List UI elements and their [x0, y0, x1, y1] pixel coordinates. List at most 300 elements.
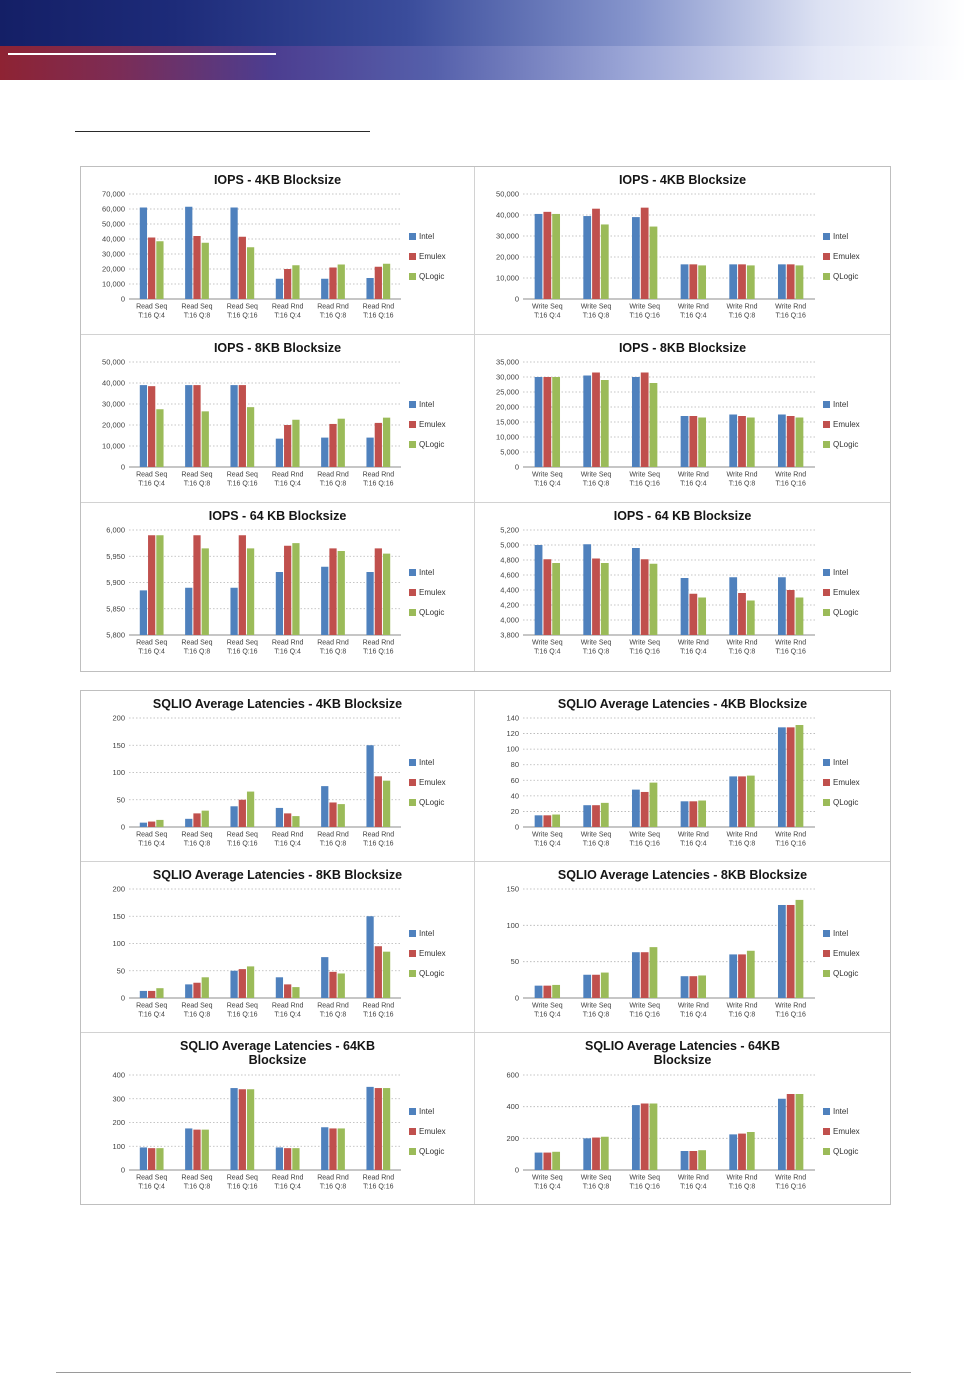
- legend-swatch: [409, 930, 416, 937]
- svg-text:T:16 Q:4: T:16 Q:4: [534, 648, 561, 656]
- legend-label: QLogic: [419, 1147, 445, 1157]
- svg-text:Write Seq: Write Seq: [629, 1174, 660, 1182]
- svg-text:T:16 Q:4: T:16 Q:4: [274, 1011, 301, 1019]
- svg-text:140: 140: [506, 713, 519, 723]
- svg-text:4,400: 4,400: [500, 585, 519, 595]
- svg-text:5,000: 5,000: [500, 447, 519, 457]
- svg-text:5,200: 5,200: [500, 525, 519, 535]
- svg-text:Read Rnd: Read Rnd: [317, 471, 349, 479]
- svg-text:6,000: 6,000: [106, 525, 125, 535]
- svg-text:Read Seq: Read Seq: [136, 303, 168, 311]
- svg-text:0: 0: [514, 462, 519, 472]
- svg-text:Read Seq: Read Seq: [226, 639, 258, 647]
- svg-text:T:16 Q:16: T:16 Q:16: [227, 480, 258, 488]
- svg-text:Write Seq: Write Seq: [580, 1002, 612, 1010]
- legend-label: Emulex: [833, 1127, 860, 1137]
- chart-title: IOPS - 64 KB Blocksize: [208, 509, 347, 523]
- svg-text:T:16 Q:4: T:16 Q:4: [138, 648, 165, 656]
- svg-text:T:16 Q:8: T:16 Q:8: [582, 840, 610, 848]
- svg-text:0: 0: [120, 294, 125, 304]
- legend-swatch: [823, 779, 830, 786]
- svg-text:Read Rnd: Read Rnd: [362, 639, 395, 647]
- chart-plot: [83, 1070, 407, 1194]
- chart-plot: [83, 884, 407, 1022]
- legend-item-qlogic: [409, 1147, 463, 1156]
- svg-text:100: 100: [506, 745, 519, 755]
- svg-text:T:16 Q:16: T:16 Q:16: [363, 312, 394, 320]
- legend-item-qlogic: [823, 969, 877, 978]
- legend-swatch: [409, 233, 416, 240]
- svg-text:T:16 Q:16: T:16 Q:16: [227, 1011, 258, 1019]
- svg-text:30,000: 30,000: [496, 231, 519, 241]
- svg-text:T:16 Q:8: T:16 Q:8: [183, 312, 211, 320]
- svg-text:Write Seq: Write Seq: [532, 471, 563, 479]
- chart-cell: [81, 862, 475, 1033]
- legend-swatch: [823, 970, 830, 977]
- svg-text:T:16 Q:8: T:16 Q:8: [319, 1011, 347, 1019]
- svg-text:60: 60: [510, 776, 519, 786]
- svg-text:T:16 Q:16: T:16 Q:16: [775, 312, 806, 320]
- legend-swatch: [409, 401, 416, 408]
- svg-text:20: 20: [510, 807, 519, 817]
- svg-text:T:16 Q:8: T:16 Q:8: [183, 648, 211, 656]
- chart-plot: [83, 189, 407, 323]
- svg-text:Read Rnd: Read Rnd: [271, 1002, 304, 1010]
- legend-item-intel: [823, 758, 877, 767]
- chart-cell: [475, 335, 890, 503]
- svg-text:T:16 Q:4: T:16 Q:4: [274, 312, 301, 320]
- svg-text:T:16 Q:8: T:16 Q:8: [183, 1183, 211, 1191]
- legend-swatch: [409, 609, 416, 616]
- svg-text:30,000: 30,000: [102, 249, 125, 259]
- legend-label: QLogic: [419, 797, 445, 807]
- legend-swatch: [409, 1148, 416, 1155]
- svg-text:60,000: 60,000: [102, 204, 125, 214]
- svg-text:30,000: 30,000: [102, 399, 125, 409]
- svg-text:Read Seq: Read Seq: [226, 303, 258, 311]
- chart-title: IOPS - 8KB Blocksize: [213, 341, 342, 355]
- svg-text:T:16 Q:8: T:16 Q:8: [728, 480, 756, 488]
- legend-item-emulex: [823, 252, 877, 261]
- legend-label: Intel: [833, 1107, 849, 1117]
- svg-text:Read Rnd: Read Rnd: [271, 303, 304, 311]
- svg-text:150: 150: [112, 741, 125, 751]
- svg-text:4,000: 4,000: [500, 615, 519, 625]
- legend-item-qlogic: [409, 798, 463, 807]
- legend-item-intel: [409, 568, 463, 577]
- legend-label: Intel: [419, 1107, 435, 1117]
- iops-charts-section: [80, 166, 891, 672]
- chart-legend: [407, 232, 463, 281]
- legend-label: QLogic: [833, 797, 859, 807]
- legend-label: Emulex: [833, 587, 860, 597]
- svg-text:T:16 Q:16: T:16 Q:16: [775, 840, 806, 848]
- chart-title: SQLIO Average Latencies - 8KB Blocksize: [557, 868, 808, 882]
- svg-text:T:16 Q:8: T:16 Q:8: [728, 1183, 756, 1191]
- svg-text:Write Seq: Write Seq: [580, 831, 612, 839]
- legend-item-qlogic: [409, 440, 463, 449]
- svg-text:200: 200: [112, 1117, 125, 1127]
- svg-text:T:16 Q:16: T:16 Q:16: [227, 648, 258, 656]
- chart-cell: [475, 862, 890, 1033]
- svg-text:0: 0: [514, 993, 519, 1003]
- legend-swatch: [823, 589, 830, 596]
- legend-item-emulex: [823, 778, 877, 787]
- legend-item-intel: [823, 929, 877, 938]
- svg-text:Write Seq: Write Seq: [580, 1174, 612, 1182]
- chart-legend: [407, 1107, 463, 1156]
- svg-text:Read Seq: Read Seq: [136, 1174, 168, 1182]
- svg-text:30,000: 30,000: [496, 372, 519, 382]
- svg-text:T:16 Q:4: T:16 Q:4: [138, 840, 165, 848]
- svg-text:Read Rnd: Read Rnd: [317, 1174, 349, 1182]
- svg-text:40,000: 40,000: [496, 210, 519, 220]
- legend-swatch: [409, 441, 416, 448]
- legend-item-emulex: [409, 588, 463, 597]
- svg-text:35,000: 35,000: [496, 357, 519, 367]
- legend-swatch: [823, 421, 830, 428]
- legend-swatch: [409, 253, 416, 260]
- svg-text:T:16 Q:8: T:16 Q:8: [319, 840, 347, 848]
- svg-text:T:16 Q:8: T:16 Q:8: [183, 480, 211, 488]
- legend-item-intel: [823, 568, 877, 577]
- svg-text:T:16 Q:4: T:16 Q:4: [138, 312, 165, 320]
- svg-text:T:16 Q:4: T:16 Q:4: [534, 840, 561, 848]
- legend-label: QLogic: [419, 439, 445, 449]
- svg-text:T:16 Q:4: T:16 Q:4: [274, 480, 301, 488]
- svg-text:T:16 Q:8: T:16 Q:8: [728, 648, 756, 656]
- svg-text:200: 200: [506, 1133, 519, 1143]
- svg-text:T:16 Q:4: T:16 Q:4: [138, 480, 165, 488]
- legend-label: Emulex: [833, 948, 860, 958]
- svg-text:T:16 Q:4: T:16 Q:4: [534, 1011, 561, 1019]
- legend-swatch: [409, 779, 416, 786]
- svg-text:T:16 Q:4: T:16 Q:4: [534, 1183, 561, 1191]
- legend-item-emulex: [823, 420, 877, 429]
- svg-text:Read Seq: Read Seq: [181, 303, 213, 311]
- svg-text:Write Rnd: Write Rnd: [726, 1174, 758, 1182]
- svg-text:50,000: 50,000: [102, 219, 125, 229]
- svg-text:Write Seq: Write Seq: [580, 639, 612, 647]
- svg-text:Write Rnd: Write Rnd: [775, 831, 807, 839]
- svg-text:Read Rnd: Read Rnd: [362, 471, 395, 479]
- chart-cell: [81, 167, 475, 335]
- svg-text:Write Rnd: Write Rnd: [677, 1002, 709, 1010]
- chart-plot: [477, 357, 821, 491]
- svg-text:20,000: 20,000: [496, 402, 519, 412]
- legend-label: QLogic: [419, 607, 445, 617]
- svg-text:50,000: 50,000: [496, 189, 519, 199]
- svg-text:T:16 Q:16: T:16 Q:16: [363, 1183, 394, 1191]
- legend-swatch: [409, 950, 416, 957]
- svg-text:0: 0: [120, 462, 125, 472]
- svg-text:Write Seq: Write Seq: [580, 471, 612, 479]
- legend-item-qlogic: [823, 608, 877, 617]
- chart-title: IOPS - 8KB Blocksize: [618, 341, 747, 355]
- svg-text:15,000: 15,000: [496, 417, 519, 427]
- legend-item-emulex: [409, 420, 463, 429]
- legend-item-emulex: [823, 588, 877, 597]
- legend-item-intel: [823, 1107, 877, 1116]
- chart-title: SQLIO Average Latencies - 64KB Blocksize: [180, 1039, 375, 1068]
- svg-text:T:16 Q:8: T:16 Q:8: [582, 480, 610, 488]
- svg-text:70,000: 70,000: [102, 189, 125, 199]
- svg-text:Write Rnd: Write Rnd: [677, 831, 709, 839]
- legend-swatch: [823, 1108, 830, 1115]
- svg-text:Write Rnd: Write Rnd: [775, 1002, 807, 1010]
- chart-plot: [83, 525, 407, 659]
- legend-label: Intel: [833, 231, 849, 241]
- legend-label: QLogic: [833, 271, 859, 281]
- legend-swatch: [823, 759, 830, 766]
- svg-text:100: 100: [112, 768, 125, 778]
- svg-text:Read Seq: Read Seq: [136, 639, 168, 647]
- chart-cell: [475, 1033, 890, 1204]
- svg-text:Read Seq: Read Seq: [181, 831, 213, 839]
- legend-label: Emulex: [419, 948, 446, 958]
- chart-plot: [477, 189, 821, 323]
- legend-item-emulex: [409, 1127, 463, 1136]
- chart-plot: [477, 1070, 821, 1194]
- chart-plot: [477, 525, 821, 659]
- svg-text:Write Seq: Write Seq: [629, 1002, 660, 1010]
- svg-text:Read Rnd: Read Rnd: [362, 303, 395, 311]
- svg-text:40: 40: [510, 791, 519, 801]
- svg-text:T:16 Q:4: T:16 Q:4: [680, 1011, 707, 1019]
- svg-text:T:16 Q:8: T:16 Q:8: [319, 1183, 347, 1191]
- chart-title: IOPS - 4KB Blocksize: [213, 173, 342, 187]
- svg-text:T:16 Q:4: T:16 Q:4: [274, 648, 301, 656]
- svg-text:T:16 Q:16: T:16 Q:16: [227, 1183, 258, 1191]
- chart-cell: [475, 691, 890, 862]
- legend-item-qlogic: [409, 969, 463, 978]
- legend-swatch: [409, 1128, 416, 1135]
- svg-text:Write Rnd: Write Rnd: [677, 303, 709, 311]
- svg-text:T:16 Q:8: T:16 Q:8: [319, 480, 347, 488]
- chart-legend: [407, 568, 463, 617]
- chart-plot: [477, 713, 821, 851]
- svg-text:Write Seq: Write Seq: [532, 1174, 563, 1182]
- svg-text:Write Rnd: Write Rnd: [726, 1002, 758, 1010]
- svg-text:25,000: 25,000: [496, 387, 519, 397]
- chart-legend: [407, 929, 463, 978]
- svg-text:Read Seq: Read Seq: [226, 1174, 258, 1182]
- legend-label: Intel: [833, 567, 849, 577]
- chart-title: IOPS - 64 KB Blocksize: [613, 509, 752, 523]
- legend-label: Intel: [419, 399, 435, 409]
- legend-label: Intel: [419, 567, 435, 577]
- svg-text:Read Rnd: Read Rnd: [362, 831, 395, 839]
- legend-swatch: [823, 950, 830, 957]
- svg-text:0: 0: [120, 993, 125, 1003]
- svg-text:Read Seq: Read Seq: [226, 471, 258, 479]
- svg-text:0: 0: [514, 294, 519, 304]
- legend-swatch: [823, 609, 830, 616]
- header-red-blue-band: [0, 46, 966, 80]
- svg-text:Read Rnd: Read Rnd: [271, 831, 304, 839]
- legend-swatch: [409, 970, 416, 977]
- svg-text:Read Seq: Read Seq: [181, 639, 213, 647]
- svg-text:300: 300: [112, 1094, 125, 1103]
- legend-item-intel: [409, 400, 463, 409]
- svg-text:T:16 Q:8: T:16 Q:8: [728, 312, 756, 320]
- legend-label: Intel: [833, 399, 849, 409]
- chart-title: SQLIO Average Latencies - 4KB Blocksize: [152, 697, 403, 711]
- svg-text:T:16 Q:8: T:16 Q:8: [582, 648, 610, 656]
- svg-text:Write Rnd: Write Rnd: [775, 471, 807, 479]
- svg-text:Write Seq: Write Seq: [629, 639, 660, 647]
- legend-label: QLogic: [833, 1147, 859, 1157]
- svg-text:5,950: 5,950: [106, 552, 125, 562]
- legend-item-qlogic: [409, 608, 463, 617]
- legend-label: Intel: [833, 928, 849, 938]
- svg-text:0: 0: [514, 822, 519, 832]
- svg-text:T:16 Q:16: T:16 Q:16: [227, 312, 258, 320]
- svg-text:Write Rnd: Write Rnd: [726, 831, 758, 839]
- svg-text:Write Seq: Write Seq: [532, 1002, 563, 1010]
- legend-item-intel: [409, 232, 463, 241]
- legend-label: Intel: [833, 757, 849, 767]
- svg-text:T:16 Q:4: T:16 Q:4: [534, 312, 561, 320]
- svg-text:Read Seq: Read Seq: [181, 471, 213, 479]
- svg-text:Write Seq: Write Seq: [580, 303, 612, 311]
- legend-swatch: [823, 1148, 830, 1155]
- legend-item-emulex: [409, 949, 463, 958]
- svg-text:T:16 Q:8: T:16 Q:8: [582, 312, 610, 320]
- svg-text:T:16 Q:16: T:16 Q:16: [363, 840, 394, 848]
- svg-text:Write Seq: Write Seq: [629, 303, 660, 311]
- svg-text:T:16 Q:16: T:16 Q:16: [363, 480, 394, 488]
- legend-swatch: [823, 930, 830, 937]
- legend-item-intel: [409, 1107, 463, 1116]
- svg-text:0: 0: [120, 1165, 125, 1175]
- legend-swatch: [409, 589, 416, 596]
- svg-text:100: 100: [112, 939, 125, 949]
- legend-label: Emulex: [419, 587, 446, 597]
- legend-swatch: [409, 1108, 416, 1115]
- svg-text:Write Rnd: Write Rnd: [775, 1174, 807, 1182]
- svg-text:T:16 Q:8: T:16 Q:8: [183, 840, 211, 848]
- svg-text:T:16 Q:4: T:16 Q:4: [680, 312, 707, 320]
- legend-item-emulex: [823, 949, 877, 958]
- section-heading-underline: [75, 131, 370, 132]
- svg-text:T:16 Q:4: T:16 Q:4: [680, 648, 707, 656]
- svg-text:3,800: 3,800: [500, 630, 519, 640]
- legend-label: Emulex: [419, 251, 446, 261]
- legend-item-intel: [409, 758, 463, 767]
- chart-cell: [81, 335, 475, 503]
- svg-text:20,000: 20,000: [102, 264, 125, 274]
- chart-title: IOPS - 4KB Blocksize: [618, 173, 747, 187]
- svg-text:120: 120: [506, 729, 519, 739]
- legend-swatch: [823, 233, 830, 240]
- legend-item-emulex: [409, 252, 463, 261]
- svg-text:50: 50: [116, 795, 125, 805]
- legend-swatch: [823, 401, 830, 408]
- svg-text:Read Seq: Read Seq: [226, 831, 258, 839]
- svg-text:T:16 Q:16: T:16 Q:16: [775, 1183, 806, 1191]
- svg-text:Read Rnd: Read Rnd: [271, 471, 304, 479]
- svg-text:T:16 Q:8: T:16 Q:8: [582, 1011, 610, 1019]
- legend-item-qlogic: [823, 272, 877, 281]
- legend-swatch: [409, 569, 416, 576]
- legend-item-emulex: [409, 778, 463, 787]
- svg-text:Read Rnd: Read Rnd: [317, 831, 349, 839]
- chart-title: SQLIO Average Latencies - 4KB Blocksize: [557, 697, 808, 711]
- svg-text:10,000: 10,000: [102, 441, 125, 451]
- svg-text:T:16 Q:8: T:16 Q:8: [728, 1011, 756, 1019]
- svg-text:400: 400: [112, 1070, 125, 1080]
- legend-swatch: [409, 759, 416, 766]
- svg-text:10,000: 10,000: [102, 279, 125, 289]
- svg-text:Write Rnd: Write Rnd: [726, 639, 758, 647]
- svg-text:T:16 Q:4: T:16 Q:4: [534, 480, 561, 488]
- svg-text:Read Rnd: Read Rnd: [362, 1174, 395, 1182]
- svg-text:150: 150: [112, 912, 125, 922]
- svg-text:4,800: 4,800: [500, 555, 519, 565]
- svg-text:Write Seq: Write Seq: [629, 471, 660, 479]
- legend-label: Emulex: [833, 419, 860, 429]
- svg-text:4,200: 4,200: [500, 600, 519, 610]
- svg-text:T:16 Q:4: T:16 Q:4: [274, 1183, 301, 1191]
- chart-legend: [407, 758, 463, 807]
- legend-item-emulex: [823, 1127, 877, 1136]
- chart-cell: [81, 503, 475, 671]
- svg-text:T:16 Q:16: T:16 Q:16: [775, 1011, 806, 1019]
- svg-text:Write Rnd: Write Rnd: [677, 639, 709, 647]
- svg-text:Write Rnd: Write Rnd: [726, 303, 758, 311]
- chart-legend: [821, 400, 877, 449]
- chart-legend: [821, 929, 877, 978]
- legend-label: QLogic: [419, 968, 445, 978]
- svg-text:50: 50: [116, 966, 125, 976]
- legend-label: Intel: [419, 928, 435, 938]
- svg-text:20,000: 20,000: [496, 252, 519, 262]
- header-underline: [8, 53, 276, 55]
- svg-text:Write Seq: Write Seq: [532, 831, 563, 839]
- chart-legend: [407, 400, 463, 449]
- svg-text:Read Rnd: Read Rnd: [362, 1002, 395, 1010]
- svg-text:Read Seq: Read Seq: [136, 471, 168, 479]
- chart-cell: [475, 503, 890, 671]
- svg-text:Write Seq: Write Seq: [532, 303, 563, 311]
- svg-text:Read Seq: Read Seq: [136, 831, 168, 839]
- svg-text:5,800: 5,800: [106, 630, 125, 640]
- svg-text:Write Rnd: Write Rnd: [677, 1174, 709, 1182]
- svg-text:Read Seq: Read Seq: [181, 1174, 213, 1182]
- legend-item-intel: [823, 232, 877, 241]
- legend-item-intel: [409, 929, 463, 938]
- svg-text:4,600: 4,600: [500, 570, 519, 580]
- svg-text:Write Rnd: Write Rnd: [726, 471, 758, 479]
- svg-text:T:16 Q:4: T:16 Q:4: [274, 840, 301, 848]
- latency-charts-section: [80, 690, 891, 1205]
- legend-swatch: [409, 273, 416, 280]
- svg-text:10,000: 10,000: [496, 432, 519, 442]
- legend-swatch: [823, 569, 830, 576]
- svg-text:200: 200: [112, 713, 125, 723]
- svg-text:20,000: 20,000: [102, 420, 125, 430]
- svg-text:40,000: 40,000: [102, 378, 125, 388]
- svg-text:T:16 Q:8: T:16 Q:8: [728, 840, 756, 848]
- svg-text:Read Rnd: Read Rnd: [271, 639, 304, 647]
- svg-text:T:16 Q:4: T:16 Q:4: [138, 1183, 165, 1191]
- svg-text:Write Seq: Write Seq: [629, 831, 660, 839]
- svg-text:0: 0: [514, 1165, 519, 1175]
- svg-text:Read Seq: Read Seq: [226, 1002, 258, 1010]
- svg-text:5,900: 5,900: [106, 578, 125, 588]
- svg-text:50,000: 50,000: [102, 357, 125, 367]
